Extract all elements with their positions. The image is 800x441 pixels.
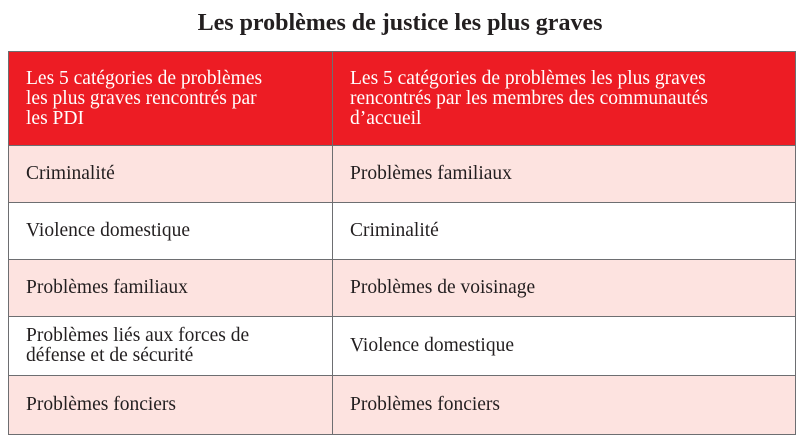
cell-pdi-text: Problèmes liés aux forces de défense et de sécurité — [26, 325, 250, 366]
header-pdi — [9, 52, 333, 146]
header-host-communities — [333, 52, 796, 146]
cell-host: Problèmes de voisinage — [333, 260, 796, 317]
table-row — [9, 317, 796, 376]
cell-pdi: Criminalité — [9, 146, 333, 203]
table-row — [9, 260, 796, 317]
header-pdi-text: Les 5 catégories de problèmes les plus graves rencontrés par les PDI — [26, 67, 263, 129]
cell-host: Problèmes fonciers — [333, 376, 796, 435]
cell-pdi — [9, 317, 333, 376]
page-title: Les problèmes de justice les plus graves — [197, 10, 603, 36]
cell-pdi: Violence domestique — [9, 203, 333, 260]
cell-pdi: Problèmes fonciers — [9, 376, 333, 435]
table-row — [9, 203, 796, 260]
table-row — [9, 146, 796, 203]
cell-host: Violence domestique — [333, 317, 796, 376]
table-header-row — [9, 52, 796, 146]
cell-host: Criminalité — [333, 203, 796, 260]
cell-host: Problèmes familiaux — [333, 146, 796, 203]
table-row — [9, 376, 796, 435]
cell-pdi: Problèmes familiaux — [9, 260, 333, 317]
justice-problems-table — [8, 51, 796, 435]
header-host-communities-text: Les 5 catégories de problèmes les plus graves rencontrés par les membres des communautés d’accueil — [350, 67, 708, 129]
